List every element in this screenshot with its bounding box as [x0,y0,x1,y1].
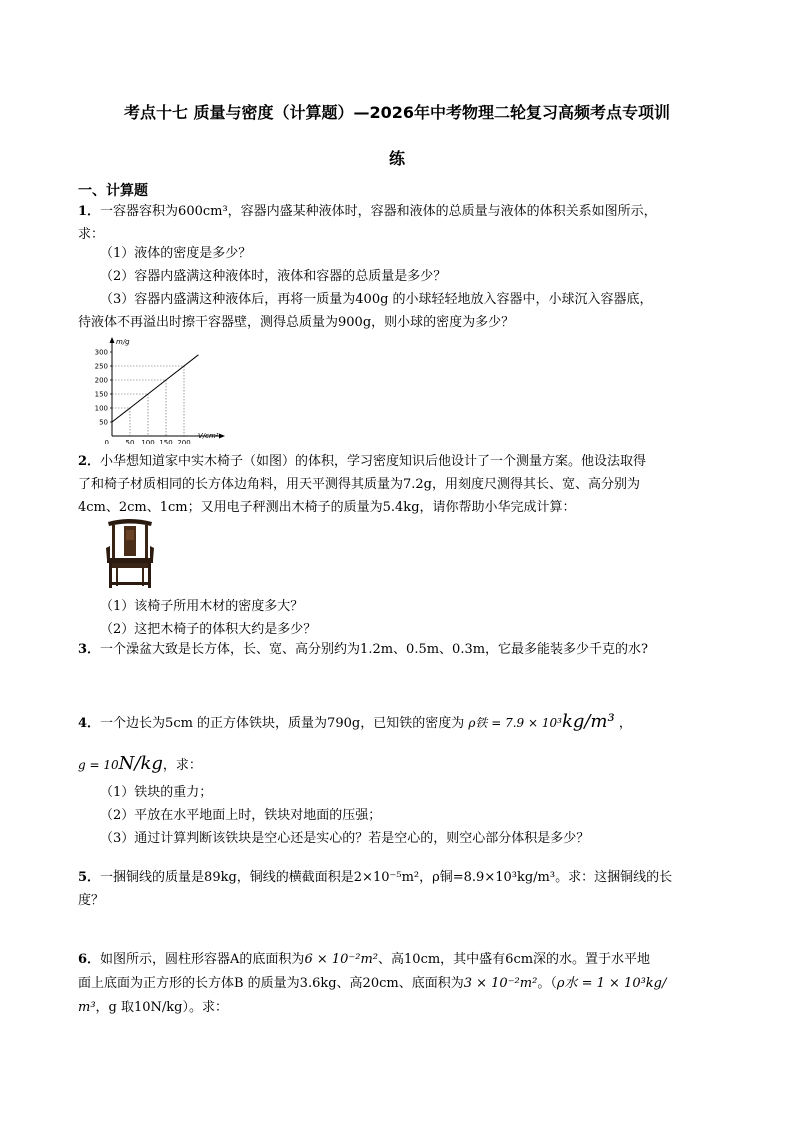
question-4 [78,708,718,738]
question-1 [78,200,718,246]
origin-label: 0 [104,439,109,444]
question-2-subparts [100,595,720,641]
question-6 [78,948,718,1020]
y-tick-label: 200 [94,376,108,385]
y-axis-label: m/g [116,338,130,346]
document-title-line2: 练 [388,149,405,168]
block-b-area: 3 × 10⁻²m² [463,976,538,991]
water-density-unit-tail: m³ [78,1000,96,1015]
chart-ticks [95,349,191,445]
subquestion: （1）铁块的重力； [100,785,213,800]
punctuation: ， [618,716,632,731]
subquestion: （3）容器内盛满这种液体后，再将一质量为400g 的小球轻轻地放入容器中，小球沉入容器底， [100,292,653,307]
question-text: 一个澡盆大致是长方体，长、宽、高分别约为1.2m、0.5m、0.3m，它最多能装多少千克的水? [100,642,649,657]
question-4-subparts [100,781,720,850]
question-text: 求： [78,227,105,242]
question-4-gravity [78,750,718,780]
iron-density-unit: kg/m³ [561,711,615,732]
subquestion: （2）容器内盛满这种液体时，液体和容器的总质量是多少？ [100,269,447,284]
question-5 [78,866,718,912]
x-tick-label: 150 [159,439,173,444]
subquestion: （3）通过计算判断该铁块是空心还是实心的？若是空心的，则空心部分体积是多少？ [100,831,590,846]
subquestion: （2）平放在水平地面上时，铁块对地面的压强； [100,808,382,823]
y-tick-label: 250 [94,362,108,371]
question-text: 小华想知道家中实木椅子（如图）的体积，学习密度知识后他设计了一个测量方案。他设法取得 [100,454,647,469]
question-text: 度？ [78,893,105,908]
subquestion: （2）这把木椅子的体积大约是多少？ [100,622,317,637]
gravity-formula: g = 10 [78,758,119,772]
question-text: 、高10cm，其中盛有6cm深的水。置于水平地 [378,952,651,967]
data-line [112,355,198,422]
y-tick-label: 300 [94,348,108,357]
x-axis-arrow [219,434,225,439]
question-number: 4． [78,716,101,731]
question-number: 3． [78,642,101,657]
y-axis-arrow [110,337,115,343]
x-tick-label: 100 [141,439,155,444]
question-text: 了和椅子材质相同的长方体边角料，用天平测得其质量为7.2g，用刻度尺测得其长、宽、高分别为 [78,477,640,492]
question-text: ，g 取10N/kg）。求： [95,1000,228,1015]
question-3 [78,638,718,661]
y-tick-label: 150 [94,390,108,399]
question-text: 4cm、2cm、1cm；又用电子秤测出木椅子的质量为5.4kg，请你帮助小华完成计算： [78,500,576,515]
question-number: 5． [78,870,101,885]
x-tick-label: 200 [177,439,191,444]
subquestion-continued: 待液体不再溢出时擦干容器壁，测得总质量为900g，则小球的密度为多少？ [78,315,515,330]
y-tick-label: 100 [94,404,108,413]
document-title-line1: 考点十七 质量与密度（计算题）—2026年中考物理二轮复习高频考点专项训 [123,103,671,122]
container-a-area: 6 × 10⁻²m² [304,952,379,967]
water-density: ρ水 = 1 × 10³kg/ [556,976,667,991]
question-number: 6． [78,952,101,967]
y-tick-label: 50 [99,418,108,427]
subquestion: （1）该椅子所用木材的密度多大？ [100,599,304,614]
question-text: 面上底面为正方形的长方体B 的质量为3.6kg、高20cm、底面积为 [78,976,464,991]
question-text: 。（ [537,976,557,991]
section-heading: 一、计算题 [78,183,148,199]
iron-density-formula: ρ铁 = 7.9 × 10³ [468,716,562,730]
x-axis-label: V/cm³ [198,432,219,440]
question-2 [78,450,718,519]
question-text: 一容器容积为600cm³，容器内盛某种液体时，容器和液体的总质量与液体的体积关系如图所示， [100,204,657,219]
question-text: 一捆铜线的质量是89kg，铜线的横截面积是2×10⁻⁵m²，ρ铜=8.9×10³kg/m³。求：这捆铜线的长 [100,870,673,885]
subquestion: （1）液体的密度是多少？ [100,246,252,261]
gravity-unit: N/kg [118,753,163,774]
chart-guides [112,366,184,436]
question-number: 2． [78,454,101,469]
question-number: 1． [78,204,101,219]
x-tick-label: 50 [125,439,135,444]
question-text: 如图所示，圆柱形容器A的底面积为 [100,952,305,967]
question-text: ，求： [162,758,202,773]
question-1-subparts [100,242,720,311]
question-text: 一个边长为5cm 的正方体铁块，质量为790g，已知铁的密度为 [100,716,465,731]
mass-volume-graph [88,334,228,444]
wooden-chair-image [104,516,156,590]
